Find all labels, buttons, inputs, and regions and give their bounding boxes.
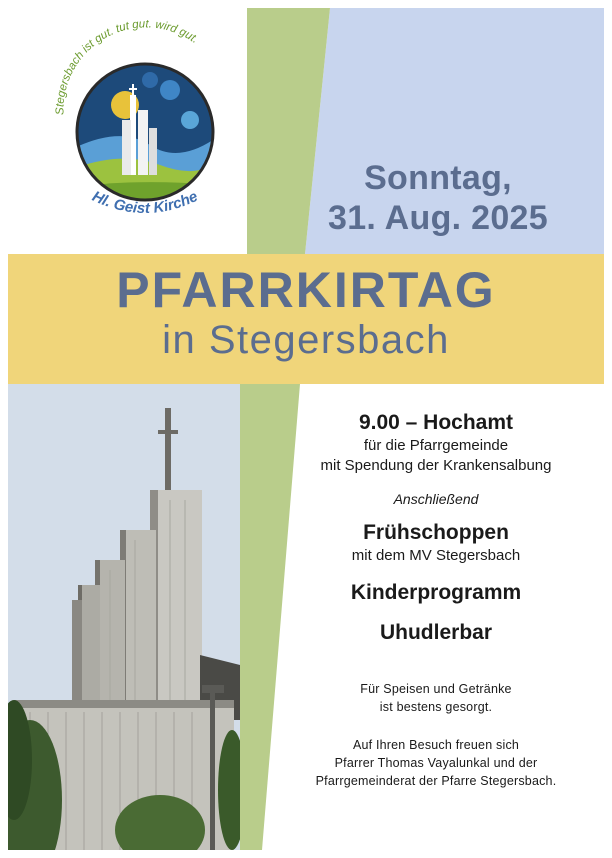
- date-day: 31. Aug. 2025: [328, 199, 548, 237]
- date-weekday: Sonntag,: [364, 159, 512, 197]
- fruehschoppen-line: mit dem MV Stegersbach: [351, 547, 521, 564]
- fruehschoppen-title: Frühschoppen: [363, 521, 509, 544]
- afterwards-label: Anschließend: [393, 491, 479, 507]
- event-date: [318, 158, 558, 238]
- food-line-1: Für Speisen und Getränke: [360, 682, 512, 696]
- mass-title: 9.00 – Hochamt: [358, 411, 514, 434]
- kids-program: Kinderprogramm: [350, 581, 522, 604]
- page-subtitle: in Stegersbach: [162, 318, 450, 362]
- parish-logo: [50, 10, 240, 230]
- logo-motto: Stegersbach ist gut. tut gut. wird gut.: [54, 18, 201, 116]
- uhudler-bar: Uhudlerbar: [379, 621, 492, 644]
- visit-line-1: Auf Ihren Besuch freuen sich: [352, 738, 520, 752]
- page-title: PFARRKIRTAG: [116, 262, 496, 318]
- food-line-2: ist bestens gesorgt.: [379, 700, 493, 714]
- visit-line-3: Pfarrgemeinderat der Pfarre Stegersbach.: [315, 774, 557, 788]
- logo-church-name: Hl. Geist Kirche: [89, 187, 201, 218]
- visit-line-2: Pfarrer Thomas Vayalunkal und der: [334, 756, 538, 770]
- program: [300, 410, 572, 790]
- mass-line-2: mit Spendung der Krankensalbung: [320, 457, 552, 474]
- mass-line-1: für die Pfarrgemeinde: [363, 437, 509, 454]
- title-block: [0, 262, 612, 362]
